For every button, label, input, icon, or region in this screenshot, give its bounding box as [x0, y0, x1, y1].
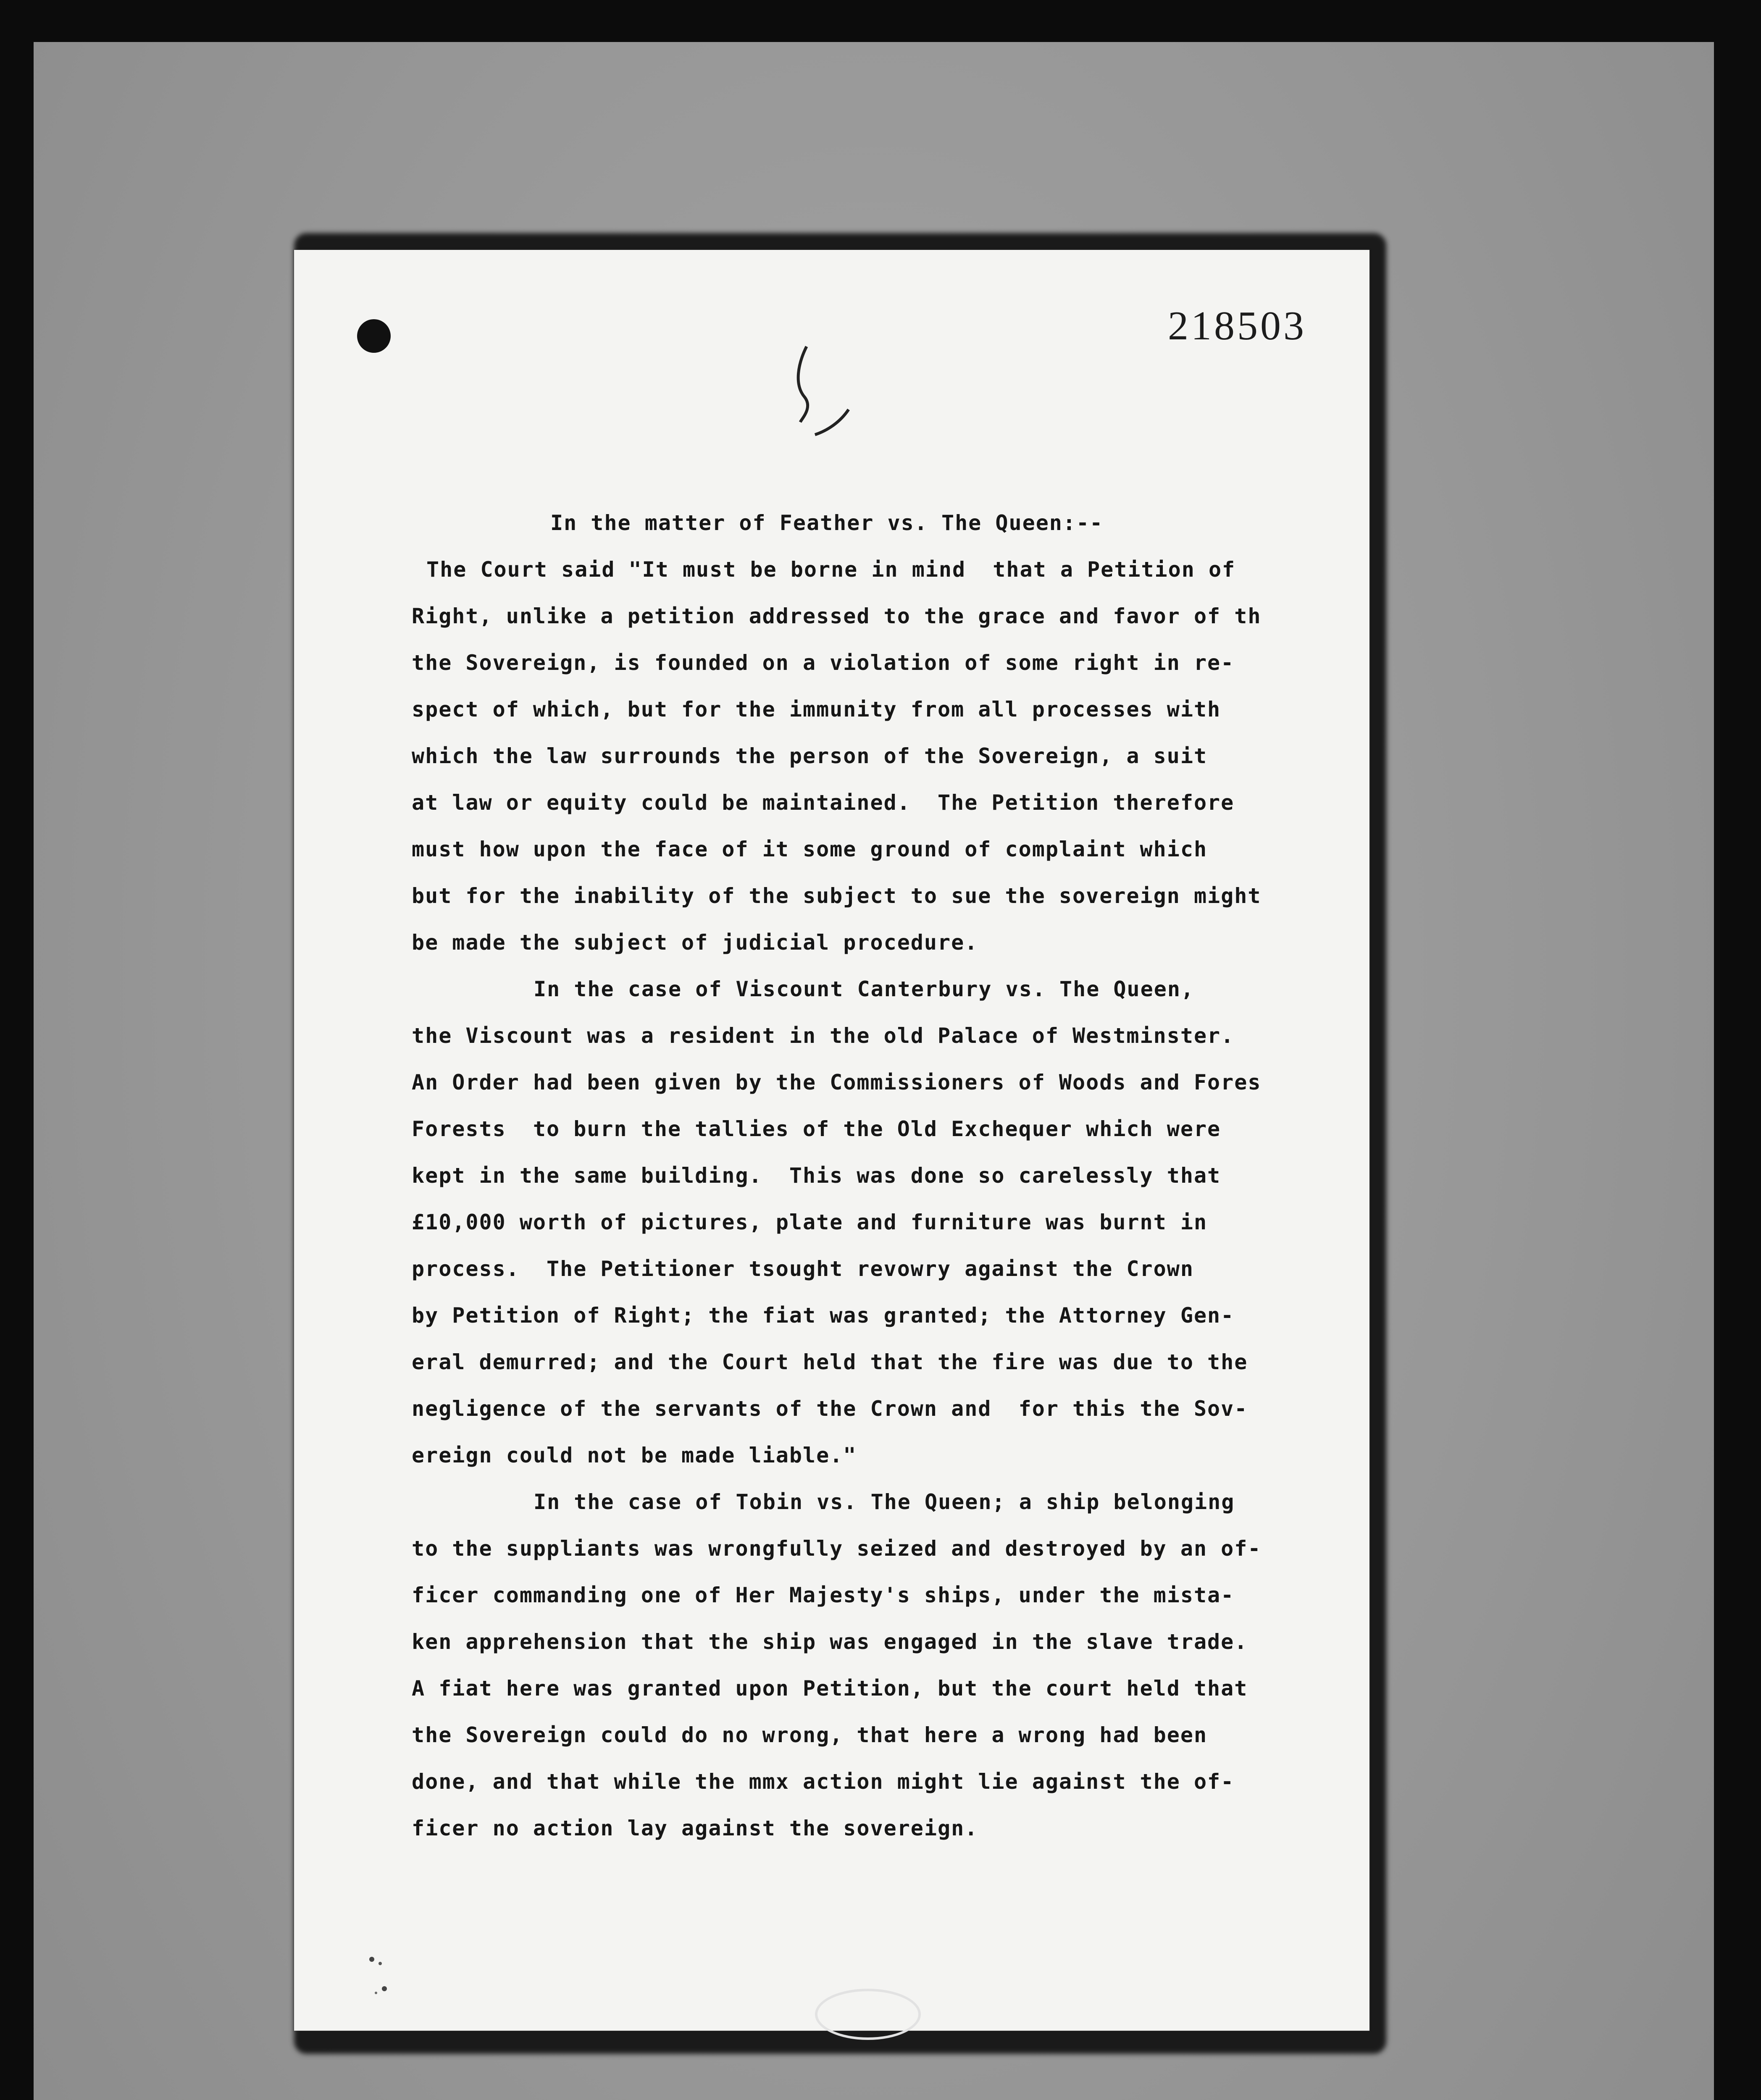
- text-line: The Court said "It must be borne in mind that a Petition of: [426, 557, 1236, 582]
- text-line: kept in the same building. This was done so carelessly that: [412, 1163, 1221, 1188]
- text-line: but for the inability of the subject to sue the sovereign might: [412, 884, 1262, 908]
- text-line: be made the subject of judicial procedure.: [412, 930, 978, 955]
- text-line: ereign could not be made liable.": [412, 1443, 857, 1467]
- text-line: to the suppliants was wrongfully seized and destroyed by an of-: [412, 1536, 1262, 1561]
- paper-smudge: [815, 1989, 921, 2040]
- text-line: which the law surrounds the person of the Sovereign, a suit: [412, 744, 1208, 768]
- text-line: at law or equity could be maintained. The Petition therefore: [412, 790, 1235, 815]
- text-line: £10,000 worth of pictures, plate and furniture was burnt in: [412, 1210, 1208, 1234]
- text-line: In the matter of Feather vs. The Queen:--: [550, 511, 1104, 535]
- text-line: by Petition of Right; the fiat was granted; the Attorney Gen-: [412, 1303, 1235, 1328]
- text-line: negligence of the servants of the Crown and for this the Sov-: [412, 1396, 1248, 1421]
- paper-specks: [363, 1951, 393, 2001]
- text-line: Right, unlike a petition addressed to the grace and favor of th: [412, 604, 1262, 628]
- text-line: ken apprehension that the ship was engaged in the slave trade.: [412, 1630, 1248, 1654]
- text-line: In the case of Tobin vs. The Queen; a ship belonging: [534, 1490, 1235, 1514]
- pencil-mark: [790, 333, 857, 456]
- text-line: the Viscount was a resident in the old Palace of Westminster.: [412, 1024, 1235, 1048]
- document-page: [294, 250, 1369, 2031]
- text-line: done, and that while the mmx action might lie against the of-: [412, 1769, 1235, 1794]
- document-body: [412, 500, 1327, 1852]
- text-line: An Order had been given by the Commissioners of Woods and Fores: [412, 1070, 1262, 1095]
- text-line: ficer no action lay against the sovereign.: [412, 1816, 978, 1840]
- margin-mark: 4: [790, 333, 793, 340]
- text-line: eral demurred; and the Court held that the fire was due to the: [412, 1350, 1248, 1374]
- document-number: 218503: [1168, 303, 1306, 349]
- text-line: Forests to burn the tallies of the Old Exchequer which were: [412, 1117, 1221, 1141]
- text-line: A fiat here was granted upon Petition, but the court held that: [412, 1676, 1248, 1701]
- text-line: ficer commanding one of Her Majesty's ships, under the mista-: [412, 1583, 1235, 1607]
- text-line: must how upon the face of it some ground of complaint which: [412, 837, 1208, 861]
- text-line: the Sovereign could do no wrong, that here a wrong had been: [412, 1723, 1208, 1747]
- text-line: spect of which, but for the immunity from all processes with: [412, 697, 1221, 722]
- punch-hole: [357, 319, 391, 353]
- text-line: the Sovereign, is founded on a violation of some right in re-: [412, 651, 1235, 675]
- text-line: In the case of Viscount Canterbury vs. The Queen,: [534, 977, 1195, 1001]
- text-line: process. The Petitioner tsought revowry against the Crown: [412, 1257, 1194, 1281]
